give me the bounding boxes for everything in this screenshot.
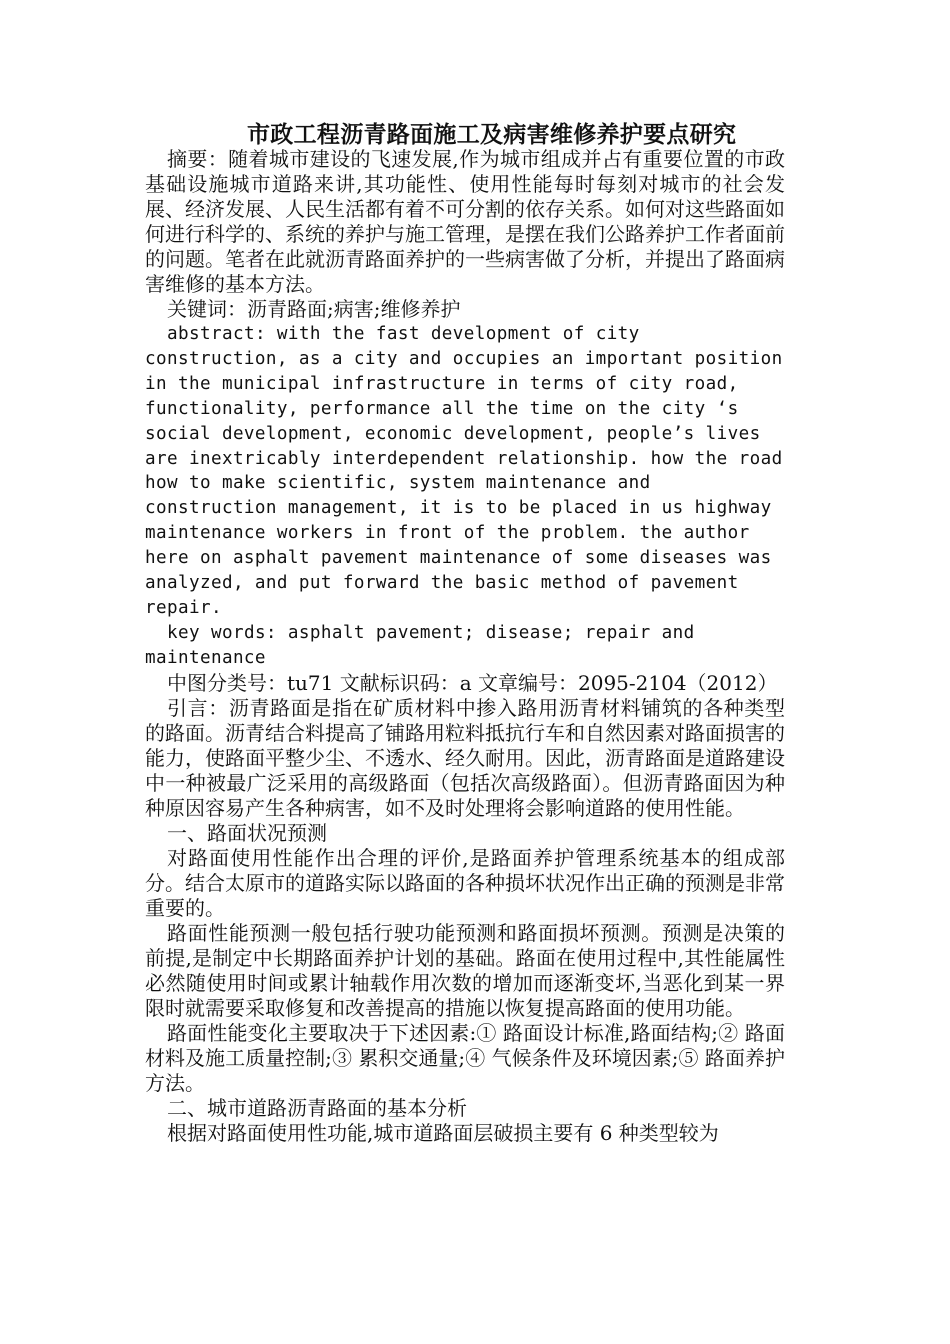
introduction-paragraph: 引言：沥青路面是指在矿质材料中掺入路用沥青材料铺筑的各种类型的路面。沥青结合料提高了铺路用粒料抵抗行车和自然因素对路面损害的能力，使路面平整少尘、不透水、经久耐用。因此，沥青路面是道路建设中一种被最广泛采用的高级路面（包括次高级路面）。但沥青路面因为种种原因容易产生各种病害，如不及时处理将会影响道路的使用性能。	[145, 695, 785, 820]
classification-info: 中图分类号：tu71 文献标识码：a 文章编号：2095-2104（2012）	[167, 670, 778, 695]
section1-paragraph-2: 路面性能预测一般包括行驶功能预测和路面损坏预测。预测是决策的前提,是制定中长期路面养护计划的基础。路面在使用过程中,其性能属性必然随使用时间或累计轴载作用次数的增加而逐渐变坏,当恶化到某一界限时就需要采取修复和改善提高的措施以恢复提高路面的使用功能。	[145, 920, 785, 1020]
keywords-english: key words: asphalt pavement; disease; repair and maintenance	[145, 622, 695, 668]
section-heading-1: 一、路面状况预测	[167, 820, 327, 845]
section1-paragraph-1: 对路面使用性能作出合理的评价,是路面养护管理系统基本的组成部分。结合太原市的道路实际以路面的各种损坏状况作出正确的预测是非常重要的。	[145, 845, 785, 920]
document-body	[145, 147, 785, 1146]
keywords-chinese: 关键词：沥青路面;病害;维修养护	[167, 297, 461, 321]
abstract-english: abstract: with the fast development of city construction, as a city and occupies an important position in the municipal infrastructure in terms of city road, functionality, performance all the time on the city ‘s social development, economic development, people’s lives are inextricably interdependent relationship. how the road how to make scientific, system maintenance and construction management, it is to be placed in us highway maintenance workers in front of the problem. the author here on asphalt pavement maintenance of some diseases was analyzed, and put forward the basic method of pavement repair.	[145, 324, 783, 618]
document-title: 市政工程沥青路面施工及病害维修养护要点研究	[247, 121, 737, 148]
section2-paragraph-1: 根据对路面使用性功能,城市道路面层破损主要有 6 种类型较为	[167, 1120, 719, 1145]
section1-paragraph-3: 路面性能变化主要取决于下述因素:① 路面设计标准,路面结构;② 路面材料及施工质量控制;③ 累积交通量;④ 气候条件及环境因素;⑤ 路面养护方法。	[145, 1020, 785, 1095]
section-heading-2: 二、城市道路沥青路面的基本分析	[167, 1095, 467, 1120]
abstract-chinese: 摘要：随着城市建设的飞速发展,作为城市组成并占有重要位置的市政基础设施城市道路来讲,其功能性、使用性能每时每刻对城市的社会发展、经济发展、人民生活都有着不可分割的依存关系。如何对这些路面如何进行科学的、系统的养护与施工管理，是摆在我们公路养护工作者面前的问题。笔者在此就沥青路面养护的一些病害做了分析，并提出了路面病害维修的基本方法。	[145, 147, 785, 296]
